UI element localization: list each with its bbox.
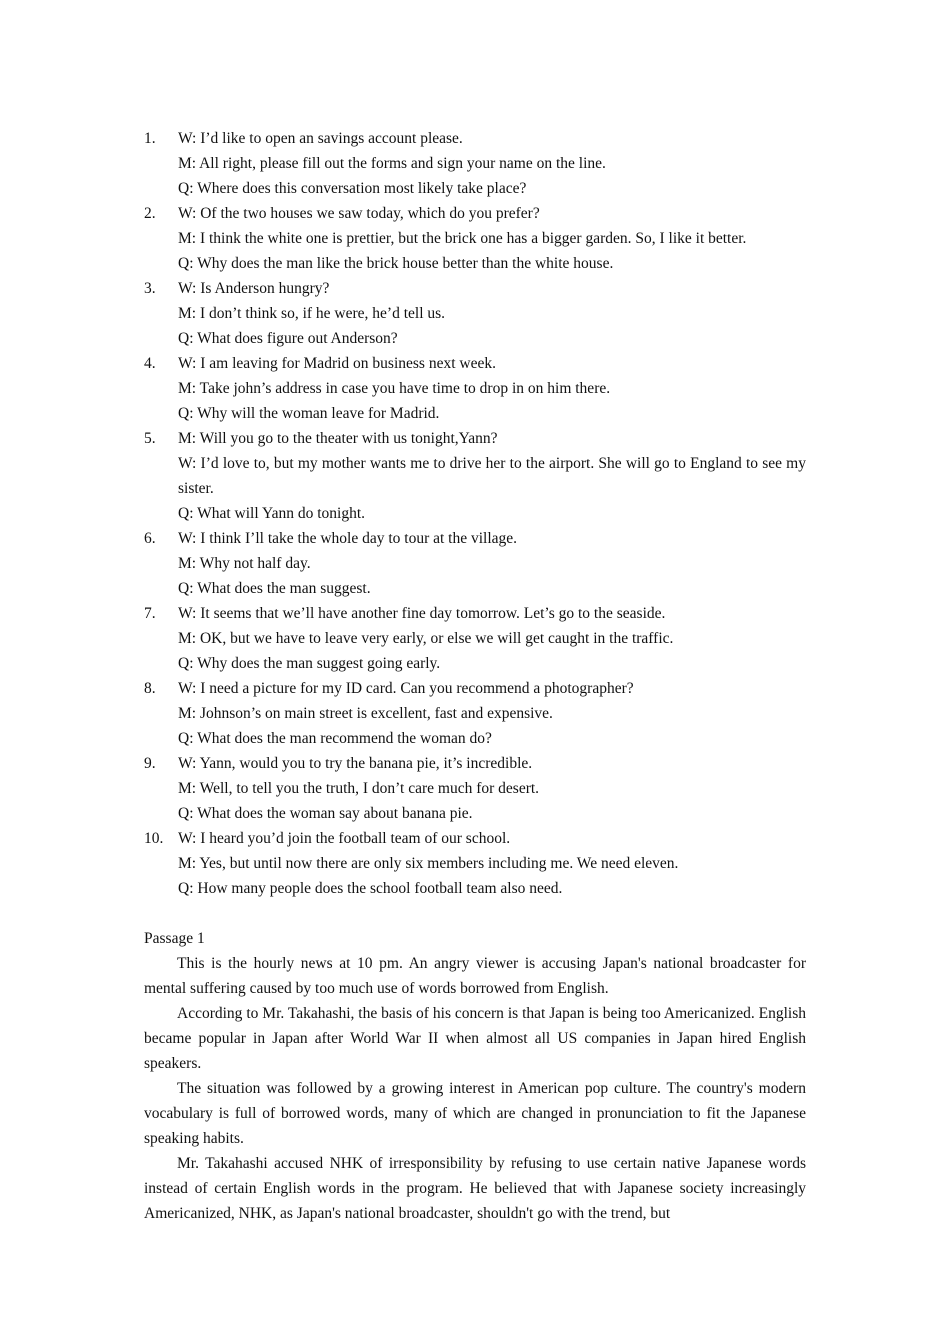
dialogue-line: W: Yann, would you to try the banana pie, it’s incredible. xyxy=(178,755,533,772)
dialogue-line: M: OK, but we have to leave very early, or else we will get caught in the traffic. xyxy=(178,630,674,647)
dialogue-item-10 xyxy=(144,826,806,901)
question-line: Q: How many people does the school football team also need. xyxy=(178,880,563,897)
question-line: Q: What will Yann do tonight. xyxy=(178,505,366,522)
dialogue-line: W: Is Anderson hungry? xyxy=(178,280,330,297)
dialogue-line: M: All right, please fill out the forms and sign your name on the line. xyxy=(178,155,606,172)
dialogue-line: W: It seems that we’ll have another fine day tomorrow. Let’s go to the seaside. xyxy=(178,605,666,622)
passage-paragraph: Mr. Takahashi accused NHK of irresponsibility by refusing to use certain native Japanese words instead of certain English words in the program. He believed that with Japanese society increasingly Americanized, NHK, as Japan's national broadcaster, shouldn't go with the trend, but xyxy=(144,1155,806,1222)
dialogue-line: M: I don’t think so, if he were, he’d tell us. xyxy=(178,305,446,322)
item-number: 1. xyxy=(144,130,156,147)
dialogue-line: W: Of the two houses we saw today, which do you prefer? xyxy=(178,205,540,222)
item-number: 3. xyxy=(144,280,156,297)
question-line: Q: What does the woman say about banana pie. xyxy=(178,805,473,822)
question-line: Q: Why does the man suggest going early. xyxy=(178,655,441,672)
dialogue-line: W: I’d like to open an savings account please. xyxy=(178,130,463,147)
dialogue-line: W: I heard you’d join the football team of our school. xyxy=(178,830,511,847)
dialogue-line: M: Why not half day. xyxy=(178,555,311,572)
passage-paragraph: This is the hourly news at 10 pm. An angry viewer is accusing Japan's national broadcaster for mental suffering caused by too much use of words borrowed from English. xyxy=(144,955,806,997)
dialogue-line: M: Well, to tell you the truth, I don’t care much for desert. xyxy=(178,780,540,797)
question-line: Q: Why will the woman leave for Madrid. xyxy=(178,405,440,422)
item-number: 5. xyxy=(144,430,156,447)
dialogue-item-3 xyxy=(144,276,806,351)
passage-title: Passage 1 xyxy=(144,930,205,947)
dialogue-line: W: I am leaving for Madrid on business next week. xyxy=(178,355,496,372)
dialogue-line: W: I’d love to, but my mother wants me to drive her to the airport. She will go to England to see my sister. xyxy=(178,455,806,497)
dialogue-line: W: I think I’ll take the whole day to tour at the village. xyxy=(178,530,518,547)
passage-section xyxy=(144,926,806,1226)
dialogue-item-1 xyxy=(144,126,806,201)
dialogue-line: M: Yes, but until now there are only six members including me. We need eleven. xyxy=(178,855,679,872)
question-line: Q: What does the man recommend the woman do? xyxy=(178,730,492,747)
dialogue-item-2 xyxy=(144,201,806,276)
dialogue-item-8 xyxy=(144,676,806,751)
item-number: 8. xyxy=(144,680,156,697)
item-number: 10. xyxy=(144,830,164,847)
dialogue-item-6 xyxy=(144,526,806,601)
item-number: 9. xyxy=(144,755,156,772)
question-line: Q: Why does the man like the brick house better than the white house. xyxy=(178,255,614,272)
item-number: 6. xyxy=(144,530,156,547)
dialogue-item-9 xyxy=(144,751,806,826)
section-spacer xyxy=(144,901,806,926)
passage-paragraph: The situation was followed by a growing interest in American pop culture. The country's modern vocabulary is full of borrowed words, many of which are changed in pronunciation to fit the Japanese speaking habits. xyxy=(144,1080,806,1147)
dialogue-line: W: I need a picture for my ID card. Can you recommend a photographer? xyxy=(178,680,634,697)
document-page xyxy=(144,126,806,1226)
item-number: 4. xyxy=(144,355,156,372)
dialogue-item-5 xyxy=(144,426,806,526)
item-number: 7. xyxy=(144,605,156,622)
item-number: 2. xyxy=(144,205,156,222)
dialogue-list xyxy=(144,126,806,901)
question-line: Q: What does figure out Anderson? xyxy=(178,330,398,347)
question-line: Q: Where does this conversation most likely take place? xyxy=(178,180,527,197)
dialogue-item-4 xyxy=(144,351,806,426)
dialogue-line: M: Johnson’s on main street is excellent, fast and expensive. xyxy=(178,705,553,722)
passage-paragraph: According to Mr. Takahashi, the basis of his concern is that Japan is being too Americanized. English became popular in Japan after World War II when almost all US companies in Japan hired English speakers. xyxy=(144,1005,806,1072)
dialogue-item-7 xyxy=(144,601,806,676)
dialogue-line: M: Take john’s address in case you have time to drop in on him there. xyxy=(178,380,611,397)
dialogue-line: M: Will you go to the theater with us tonight,Yann? xyxy=(178,430,498,447)
dialogue-line: M: I think the white one is prettier, but the brick one has a bigger garden. So, I like it better. xyxy=(178,230,747,247)
question-line: Q: What does the man suggest. xyxy=(178,580,371,597)
